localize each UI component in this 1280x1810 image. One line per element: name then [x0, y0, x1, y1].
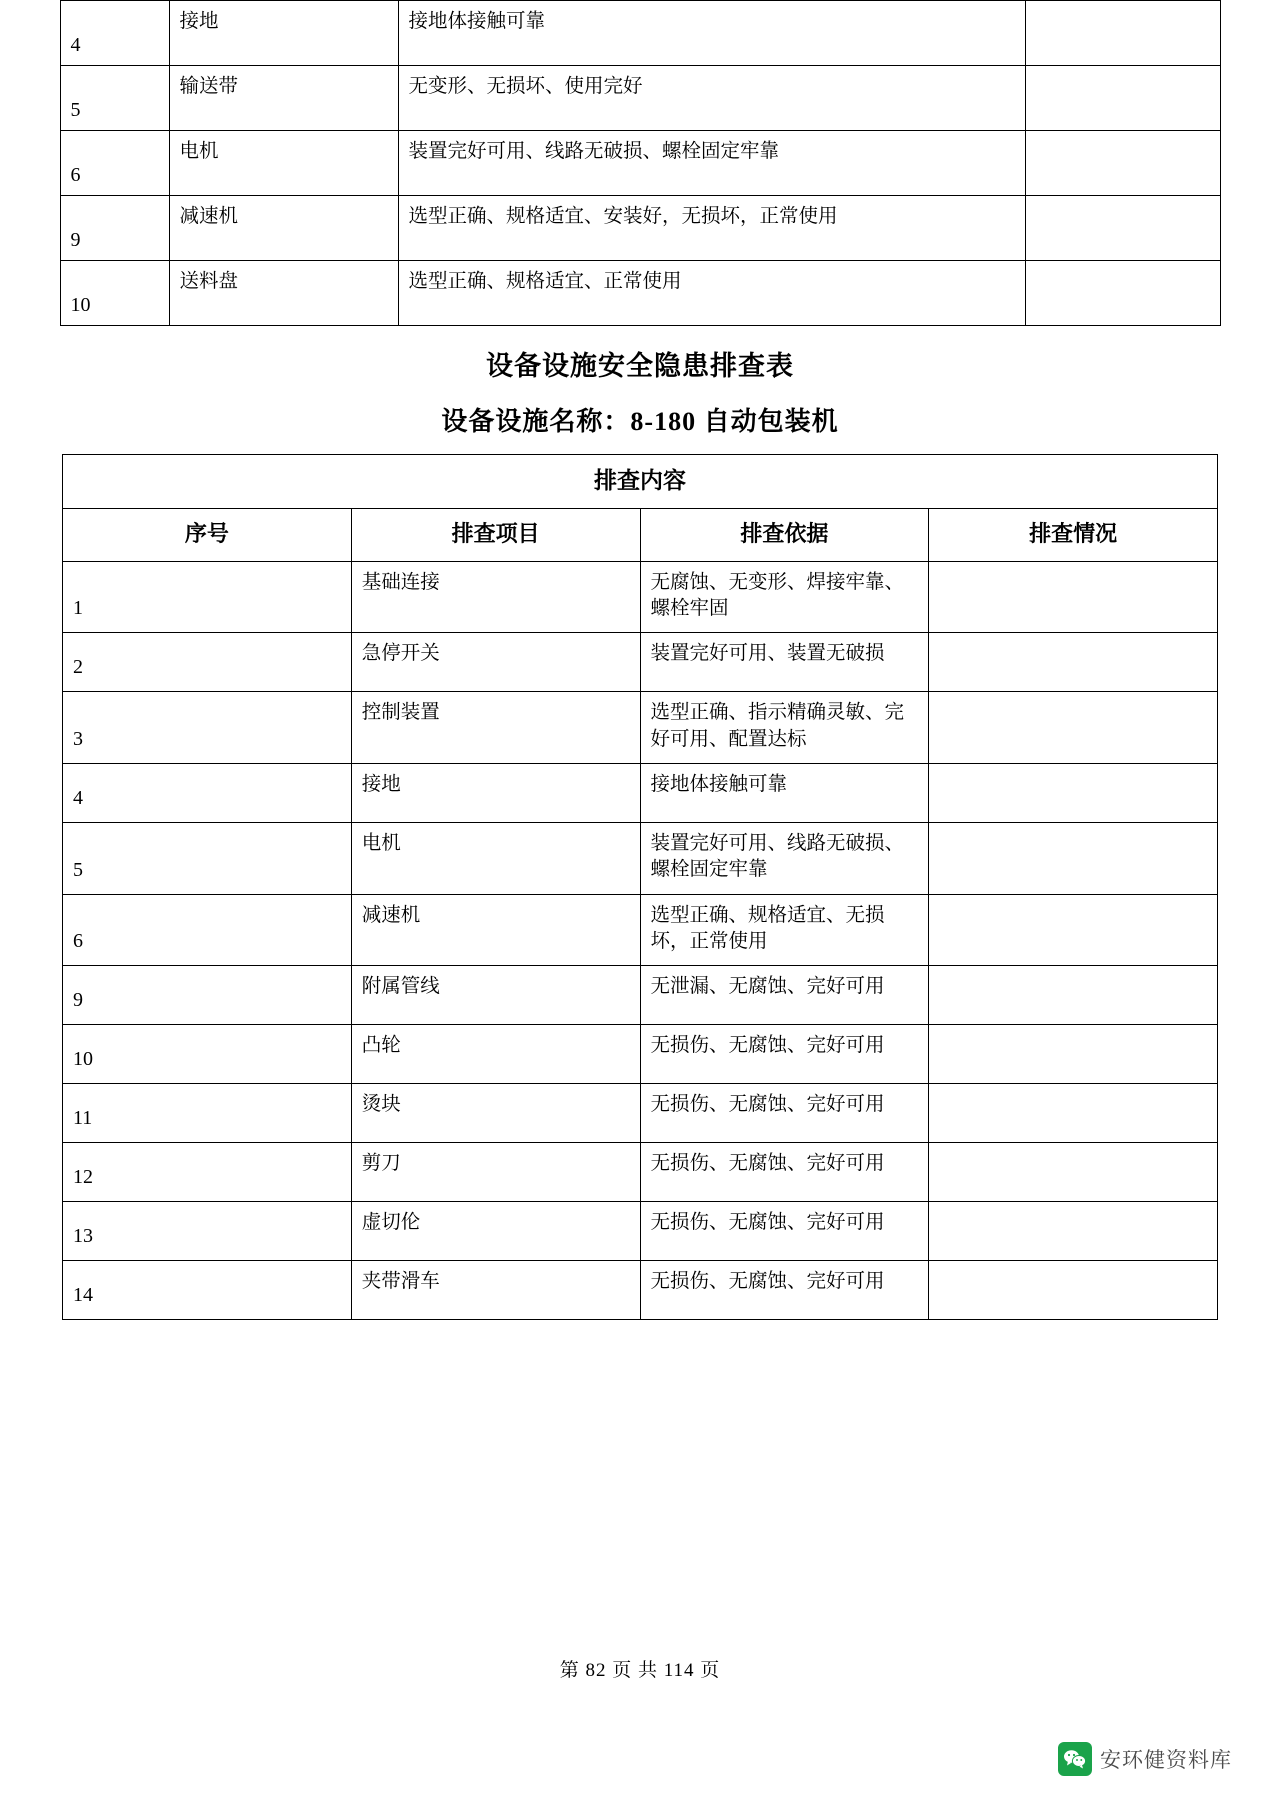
- table-row: [60, 131, 1220, 196]
- watermark-label: 安环健资料库: [1100, 1749, 1232, 1772]
- cell-basis: 无损伤、无腐蚀、完好可用: [640, 1143, 929, 1202]
- cell-item: 剪刀: [351, 1143, 640, 1202]
- cell-basis: 接地体接触可靠: [398, 1, 1025, 66]
- cell-result: [929, 966, 1218, 1025]
- cell-item: 夹带滑车: [351, 1261, 640, 1320]
- cell-result: [1025, 1, 1220, 66]
- cell-basis: 无泄漏、无腐蚀、完好可用: [640, 966, 929, 1025]
- cell-result: [929, 692, 1218, 764]
- table-row: [63, 561, 1218, 633]
- table-row: [63, 822, 1218, 894]
- table-row: [63, 1084, 1218, 1143]
- cell-item: 急停开关: [351, 633, 640, 692]
- cell-basis: 选型正确、指示精确灵敏、完好可用、配置达标: [640, 692, 929, 764]
- inspection-table-body: [63, 561, 1218, 1320]
- cell-no: 13: [63, 1202, 352, 1261]
- cell-result: [929, 1025, 1218, 1084]
- equipment-name-subtitle: 设备设施名称：8-180 自动包装机: [441, 407, 839, 436]
- cell-result: [929, 763, 1218, 822]
- cell-item: 接地: [351, 763, 640, 822]
- watermark-stamp: [1058, 1742, 1232, 1776]
- cell-basis: 接地体接触可靠: [640, 763, 929, 822]
- cell-result: [929, 1261, 1218, 1320]
- cell-item: 接地: [169, 1, 398, 66]
- cell-no: 6: [60, 131, 169, 196]
- cell-result: [929, 1143, 1218, 1202]
- continued-inspection-table: [60, 0, 1221, 326]
- header-no: 序号: [63, 509, 352, 562]
- table-group-header-row: [63, 455, 1218, 509]
- cell-basis: 装置完好可用、装置无破损: [640, 633, 929, 692]
- cell-item: 减速机: [169, 196, 398, 261]
- cell-result: [1025, 131, 1220, 196]
- cell-no: 6: [63, 894, 352, 966]
- cell-no: 4: [63, 763, 352, 822]
- table-row: [63, 1025, 1218, 1084]
- cell-no: 10: [63, 1025, 352, 1084]
- cell-no: 3: [63, 692, 352, 764]
- cell-item: 输送带: [169, 66, 398, 131]
- cell-no: 9: [60, 196, 169, 261]
- cell-no: 1: [63, 561, 352, 633]
- cell-item: 基础连接: [351, 561, 640, 633]
- table-row: [60, 1, 1220, 66]
- cell-item: 控制装置: [351, 692, 640, 764]
- table-header-row: [63, 509, 1218, 562]
- cell-no: 9: [63, 966, 352, 1025]
- cell-result: [1025, 196, 1220, 261]
- cell-no: 10: [60, 261, 169, 326]
- cell-basis: 装置完好可用、线路无破损、螺栓固定牢靠: [398, 131, 1025, 196]
- cell-no: 5: [63, 822, 352, 894]
- cell-result: [929, 1084, 1218, 1143]
- page-title: 设备设施安全隐患排查表: [486, 351, 794, 381]
- table-row: [63, 966, 1218, 1025]
- page-footer: 第 82 页 共 114 页: [559, 1660, 721, 1681]
- cell-item: 附属管线: [351, 966, 640, 1025]
- cell-item: 电机: [351, 822, 640, 894]
- table-row: [63, 894, 1218, 966]
- cell-basis: 选型正确、规格适宜、安装好，无损坏，正常使用: [398, 196, 1025, 261]
- table-row: [63, 1143, 1218, 1202]
- cell-basis: 无损伤、无腐蚀、完好可用: [640, 1084, 929, 1143]
- inspection-table: [62, 454, 1218, 1320]
- cell-result: [1025, 66, 1220, 131]
- table-row: [60, 196, 1220, 261]
- cell-basis: 选型正确、规格适宜、无损坏，正常使用: [640, 894, 929, 966]
- cell-no: 2: [63, 633, 352, 692]
- cell-result: [929, 633, 1218, 692]
- cell-basis: 无变形、无损坏、使用完好: [398, 66, 1025, 131]
- cell-item: 减速机: [351, 894, 640, 966]
- table-row: [63, 763, 1218, 822]
- header-item: 排查项目: [351, 509, 640, 562]
- cell-result: [929, 561, 1218, 633]
- cell-no: 5: [60, 66, 169, 131]
- cell-item: 送料盘: [169, 261, 398, 326]
- cell-no: 14: [63, 1261, 352, 1320]
- cell-item: 虚切伦: [351, 1202, 640, 1261]
- continued-table-body: [60, 1, 1220, 326]
- cell-basis: 无腐蚀、无变形、焊接牢靠、螺栓牢固: [640, 561, 929, 633]
- cell-basis: 无损伤、无腐蚀、完好可用: [640, 1025, 929, 1084]
- header-result: 排查情况: [929, 509, 1218, 562]
- cell-no: 12: [63, 1143, 352, 1202]
- table-row: [60, 66, 1220, 131]
- cell-no: 11: [63, 1084, 352, 1143]
- table-row: [63, 692, 1218, 764]
- table-row: [63, 1261, 1218, 1320]
- cell-basis: 装置完好可用、线路无破损、螺栓固定牢靠: [640, 822, 929, 894]
- cell-item: 凸轮: [351, 1025, 640, 1084]
- cell-basis: 无损伤、无腐蚀、完好可用: [640, 1202, 929, 1261]
- inspection-table-head: [63, 455, 1218, 562]
- group-header-content: 排查内容: [63, 455, 1218, 509]
- table-row: [63, 1202, 1218, 1261]
- cell-result: [1025, 261, 1220, 326]
- cell-result: [929, 1202, 1218, 1261]
- cell-item: 烫块: [351, 1084, 640, 1143]
- table-row: [63, 633, 1218, 692]
- cell-result: [929, 894, 1218, 966]
- cell-result: [929, 822, 1218, 894]
- wechat-icon: [1058, 1742, 1092, 1776]
- cell-basis: 选型正确、规格适宜、正常使用: [398, 261, 1025, 326]
- cell-item: 电机: [169, 131, 398, 196]
- header-basis: 排查依据: [640, 509, 929, 562]
- table-row: [60, 261, 1220, 326]
- cell-no: 4: [60, 1, 169, 66]
- cell-basis: 无损伤、无腐蚀、完好可用: [640, 1261, 929, 1320]
